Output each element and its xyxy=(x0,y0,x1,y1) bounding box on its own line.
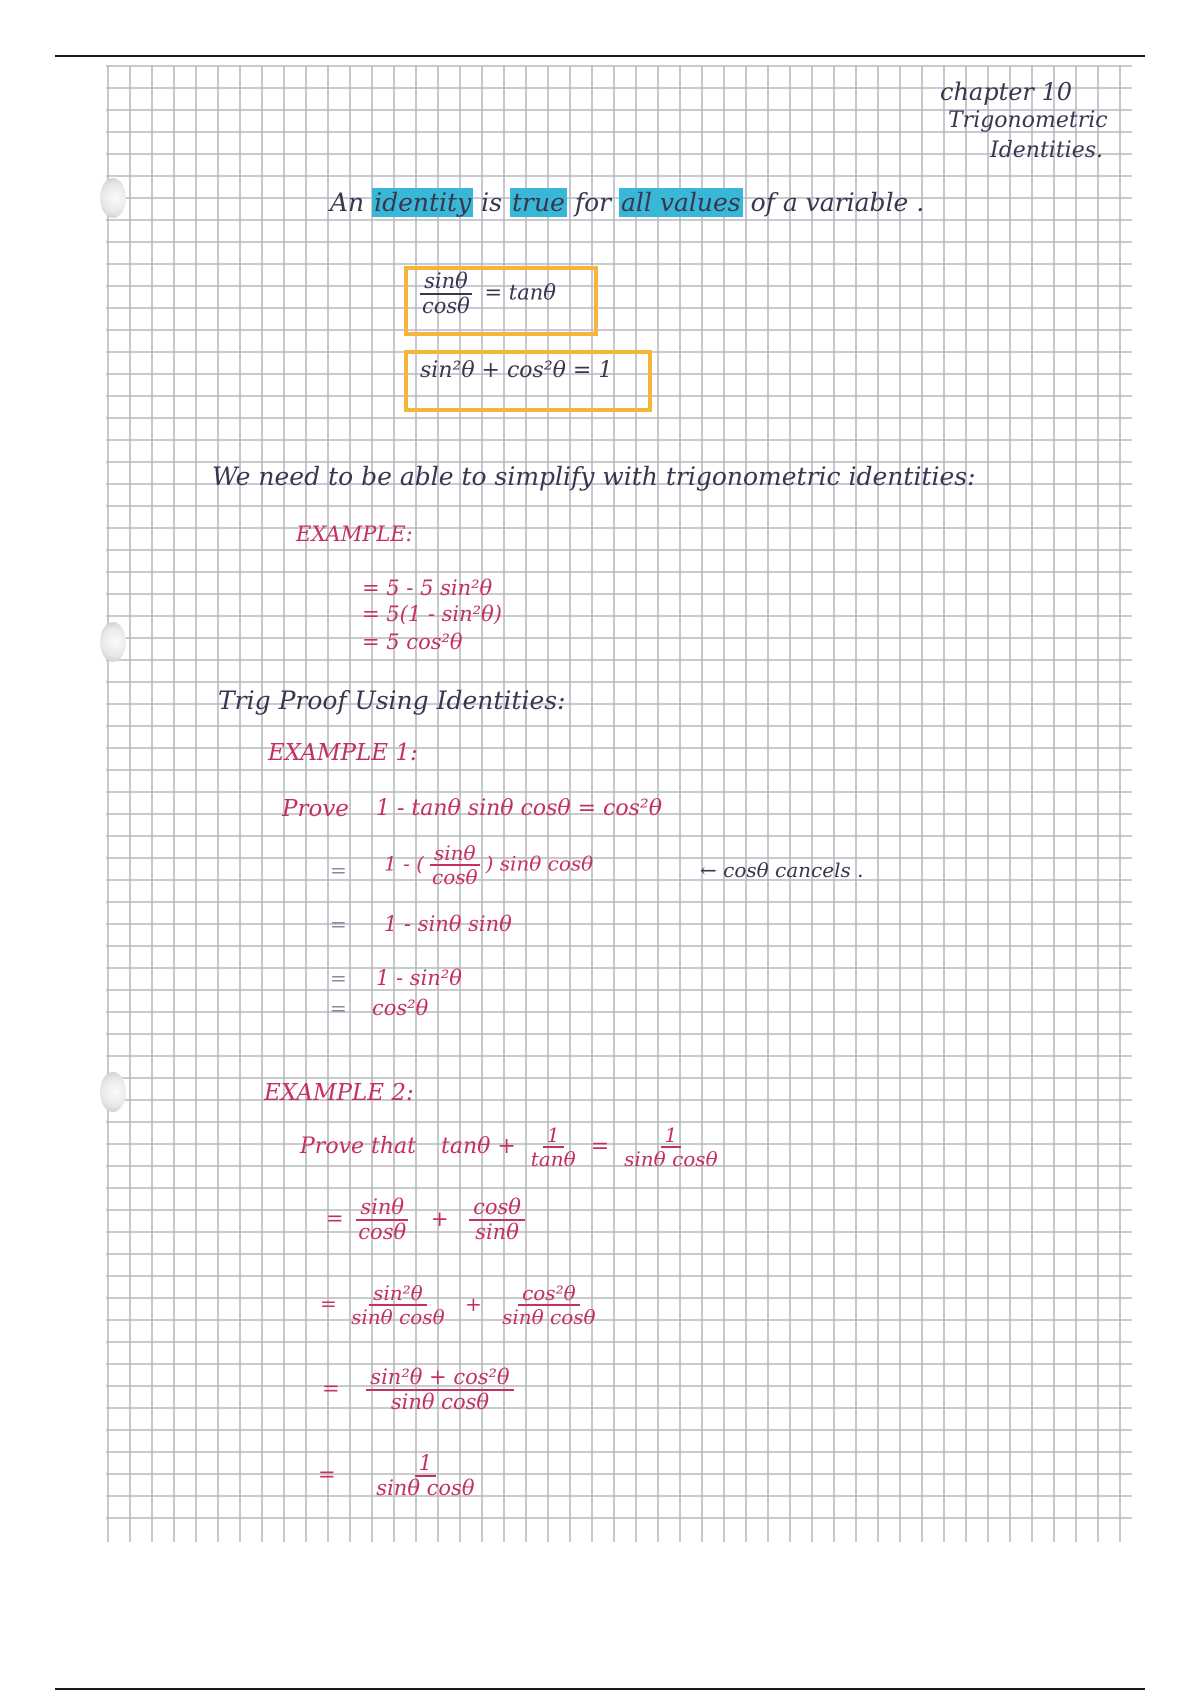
identity-pythagorean: sin²θ + cos²θ = 1 xyxy=(420,358,613,383)
identity-tan: $\frac{\sin\theta}{\cos\theta}$ = tanθ xyxy=(422,269,556,319)
intro-sentence: An identity is true for all values of a variable . xyxy=(330,188,925,217)
example1-equals: = xyxy=(330,858,347,882)
example1-equals: = xyxy=(330,996,347,1020)
chapter-label: chapter 10 xyxy=(940,78,1073,106)
example2-step2: = $\frac{\text{sin²θ}}{\text{sinθ cosθ}}$ + $\frac{\text{cos²θ}}{\text{sinθ cosθ}}$ xyxy=(320,1281,596,1329)
example1-prove: Prove xyxy=(282,796,349,822)
example1-step1: 1 - ( $\frac{\sin\theta}{\cos\theta}$ ) sinθ cosθ xyxy=(384,841,594,889)
example2-step1: = $\frac{\sin\theta}{\cos\theta}$ + $\frac{\cos\theta}{\sin\theta}$ xyxy=(326,1196,529,1244)
topic-title-line2: Identities. xyxy=(990,138,1104,163)
punch-hole xyxy=(100,622,126,662)
cancel-note: ← cosθ cancels . xyxy=(700,858,864,882)
simplify-example-label: EXAMPLE: xyxy=(296,522,413,546)
highlight-all-values: all values xyxy=(621,188,741,217)
punch-hole xyxy=(100,1072,126,1112)
simplify-heading: We need to be able to simplify with trigonometric identities: xyxy=(212,462,976,491)
simplify-line: = 5 - 5 sin²θ xyxy=(362,576,493,600)
highlight-identity: identity xyxy=(374,188,472,217)
example2-label: EXAMPLE 2: xyxy=(264,1080,414,1106)
example1-equals: = xyxy=(330,912,347,936)
simplify-line: = 5 cos²θ xyxy=(362,630,463,654)
punch-hole xyxy=(100,178,126,218)
example2-step4: = $\frac{1}{\text{sinθ cosθ}}$ xyxy=(318,1451,475,1501)
example1-statement: 1 - tanθ sinθ cosθ = cos²θ xyxy=(376,796,662,821)
example1-step4: cos²θ xyxy=(372,996,429,1020)
highlight-true: true xyxy=(511,188,565,217)
example1-label: EXAMPLE 1: xyxy=(268,740,418,766)
simplify-line: = 5(1 - sin²θ) xyxy=(362,602,502,626)
example2-step3: = $\frac{\text{sin²θ + cos²θ}}{\text{sinθ cosθ}}$ xyxy=(322,1366,518,1414)
example1-step2: 1 - sinθ sinθ xyxy=(384,912,512,936)
topic-title-line1: Trigonometric xyxy=(948,108,1108,133)
example1-step3: 1 - sin²θ xyxy=(376,966,462,990)
proof-heading: Trig Proof Using Identities: xyxy=(218,686,566,715)
example2-statement: Prove that tanθ + $\frac{1}{\tan\theta}$ = $\frac{1}{\text{sinθ cosθ}}$ xyxy=(300,1123,718,1171)
example1-equals: = xyxy=(330,966,347,990)
